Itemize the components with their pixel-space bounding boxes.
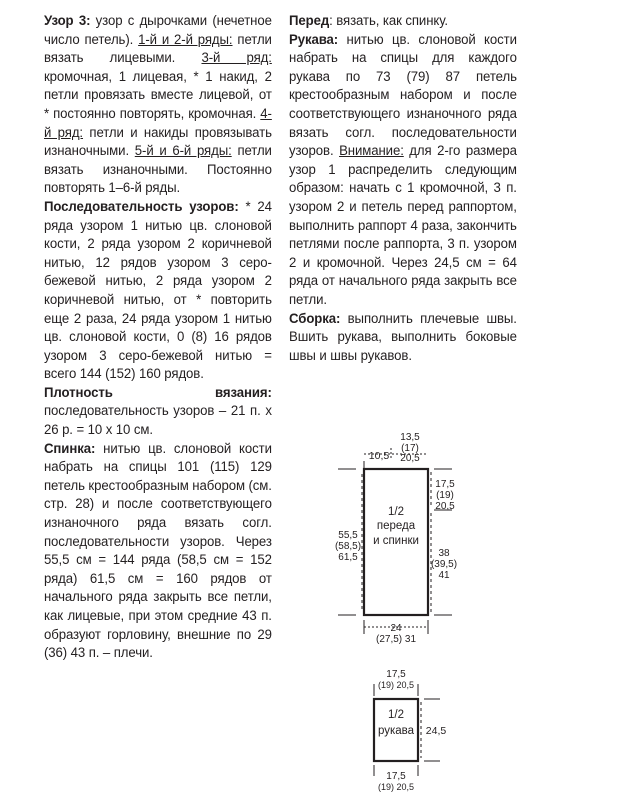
body-label-1: 1/2 [388,506,404,518]
side-label-2: (39,5) [430,559,458,570]
side-label-1: 38 [438,548,450,559]
front-text: : вязать, как спинку. [329,13,448,29]
body-diagram [335,432,457,645]
sequence-title: Последовательность узоров: [44,198,239,215]
attention-text: для 2-го размера узор 1 распределить следующим образом: начать с 1 кромочной, 3 п. узором 2 и петель перед раппортом, выполнить раппорт 4 раза, закончить петлями после раппорта, 3 п. узором 2 и кромочной. Через 24,5 см = 64 ряда от начального ряда закрыть все петли. [289,143,517,308]
back-title: Спинка: [44,440,96,457]
sleeve-label-1: 1/2 [388,709,404,721]
sleeve-bottom-label-1: 17,5 [386,771,406,782]
density-text: последовательность узоров – 21 п. х 26 р. = 10 х 10 см. [44,403,272,439]
back-text: нитью цв. слоновой кости набрать на спицы 101 (115) 129 петель крестообразным набором (см. стр. 28) и после соответствующего изнаночного ряда вязать согл. последовательности узоров. Через 55,5 см = 144 ряда (58,5 см = 152 ряда) 61,5 см = 160 рядов от начального ряда закрыть все петли, как лицевые, при этом средние 43 п. образуют горловину, внешние по 29 (36) 43 п. – плечи. [44,440,272,662]
row56-text: петли вязать изнаночными. Постоянно повторять 1–6-й ряды. [44,143,272,197]
density-title: Плотность вязания: [44,384,272,401]
neck-label-3: 20,5 [400,453,420,464]
sleeve-top-label-1: 17,5 [386,669,406,680]
bottom-label-2: (27,5) 31 [375,634,417,645]
row12-text: петли вязать лицевыми. [44,31,272,67]
body-label-2: переда [376,520,416,532]
bottom-label-1: 24 [390,623,402,634]
sleeves-title: Рукава: [289,31,339,48]
assembly-title: Сборка: [289,310,341,327]
sequence-text: * 24 ряда узором 1 нитью цв. слоновой кости, 2 ряда узором 2 коричневой нитью, 12 рядов узором 3 серо-бежевой нитью, 2 ряда узором 2 коричневой нитью, от * повторить еще 2 раза, 24 ряда узором 1 нитью цв. слоновой кости, 0 (8) 16 рядов узором 3 серо-бежевой нитью = всего 144 (152) 160 рядов. [44,198,272,383]
neck-label-1: 13,5 [400,432,420,443]
pattern3-title: Узор 3: [44,13,91,29]
row3-text: кромочная, 1 лицевая, * 1 накид, 2 петли провязать вместе лицевой, от * постоянно повторять, кромочная. [44,68,272,122]
height-label-2: (58,5) [334,541,362,552]
sleeve-top-label-2: (19) 20,5 [377,680,415,690]
row3-label: 3-й ряд: [201,50,272,67]
sleeves-text: нитью цв. слоновой кости набрать на спицы для каждого рукава по 73 (79) 87 петель крестообразным набором и после соответствующего изнаночного ряда вязать согл. последовательности узоров. [289,31,517,160]
attention-label: Внимание: [339,143,404,160]
sleeve-diagram [374,669,446,792]
height-label-1: 55,5 [338,530,358,541]
row56-label: 5-й и 6-й ряды: [134,143,232,160]
neck-label-2: (17) [401,443,419,454]
assembly-text: выполнить плечевые швы. Вшить рукава, выполнить боковые швы и швы рукавов. [289,310,517,364]
side-label-3: 41 [438,570,450,581]
body-label-3: и спинки [373,535,419,547]
height-label-3: 61,5 [338,552,358,563]
sleeve-height-label: 24,5 [425,725,447,737]
sleeve-label-2: рукава [377,725,415,737]
sleeve-bottom-label-2: (19) 20,5 [377,782,415,792]
top-width-label: 10,5 [368,450,390,462]
front-title: Перед [289,13,330,29]
shoulder-label-3: 20,5 [435,501,455,512]
row4-label: 4-й ряд: [44,105,272,141]
pattern3-intro: узор с дырочками (нечетное число петель). [44,13,272,48]
shoulder-label-2: (19) [436,490,454,501]
row4-text: петли и накиды провязывать изнаночными. [44,124,272,160]
row12-label: 1-й и 2-й ряды: [138,31,233,48]
shoulder-label-1: 17,5 [435,479,455,490]
